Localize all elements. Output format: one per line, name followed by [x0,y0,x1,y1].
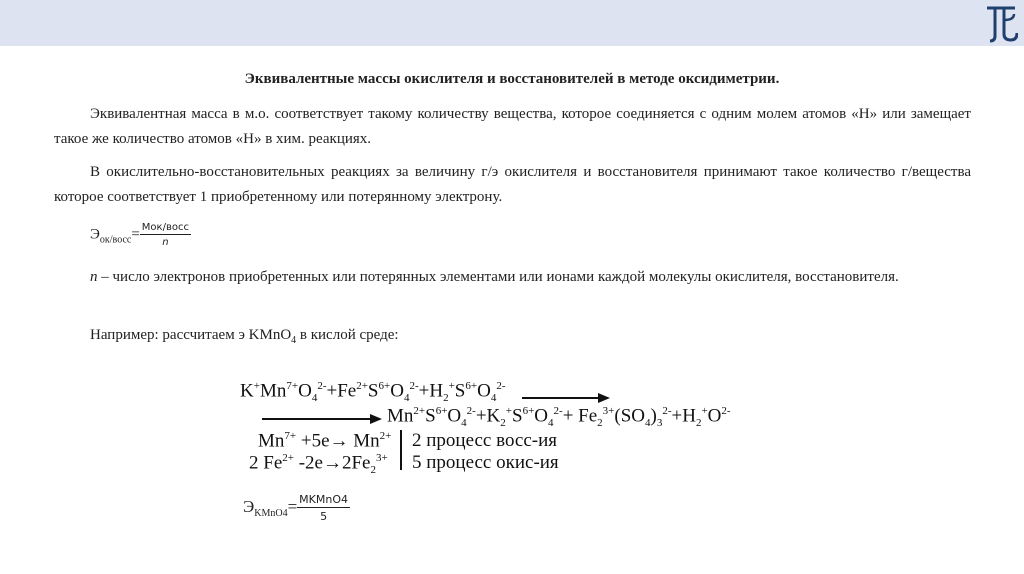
page-title: Эквивалентные массы окислителя и восстановителей в методе оксидиметрии. [244,71,780,87]
reaction-arrowhead-2 [370,414,382,424]
example-text: Например: рассчитаем э KMnO [90,327,292,343]
reaction-line-2: $Mn^{2+}S^{6+}O_4^{2-}+K_2^+S^{6+}O_4^{2-}+ Fe_2^{3+}(SO_4)_3^{2-}+H_2^+O^{2-}$ [387,405,731,430]
formula2-equals: = [287,496,298,516]
half-reaction-reduction-note: 2 процесс восс-ия [412,430,558,451]
half-reaction-divider [400,430,402,470]
half-reaction-oxidation: 2 $Fe^{2+}$ $-2e\to 2Fe_2^{3+}$ [249,452,388,477]
paragraph-equivalent-mass: Эквивалентная масса в м.о. соответствует такому количеству вещества, которое соединяется с одним молем атомов «H» или замещает такое же количество атомов «H» в хим. реакциях. [54,106,971,147]
formula2-denominator: 5 [320,510,328,523]
formula2-fraction [297,493,350,523]
example-subscript: 4 [291,335,297,346]
reaction-line-1: $K^+Mn^{7+}O_4^{2-}+Fe^{2+}S^{6+}O_4^{2-}+H_2^+S^{6+}O_4^{2-}$ [240,380,506,405]
formula2-subscript: KMnO4 [254,507,288,519]
formula2-numerator: MKMnO4 [299,493,348,506]
n-definition-text: – число электронов приобретенных или потерянных элементами или ионами каждой молекулы окислителя, восстановителя. [97,269,899,285]
top-bar [0,0,1024,46]
formula-equivalent [90,222,191,248]
formula-fraction [140,222,191,248]
paragraph-n-definition [54,265,971,290]
reaction-arrow-2 [262,418,372,420]
formula-denominator: n [162,237,169,248]
paragraph-example [54,323,971,353]
example-tail: в кислой среде: [296,327,399,343]
paragraph-redox: В окислительно-восстановительных реакциях за величину г/э окислителя и восстановителя принимают такое количество г/вещества которое соответствует 1 приобретенному или потерянному электрону. [54,164,971,205]
formula-symbol: Э [90,226,100,243]
formula-numerator: Мок/восс [141,222,189,233]
half-reaction-oxidation-note: 5 процесс окис-ия [412,452,559,473]
formula2-symbol: Э [243,496,255,516]
reaction-arrow-1 [522,397,600,399]
n-variable: n [90,269,98,285]
reaction-arrowhead-1 [598,393,610,403]
formula-subscript: ок/восс [99,234,132,246]
formula-kmno4-equivalent [243,493,350,523]
tpu-monogram-icon [984,2,1018,44]
formula-equals: = [131,226,140,243]
half-reaction-reduction: $Mn^{7+} +5e\to Mn^{2+}$ [258,430,392,452]
